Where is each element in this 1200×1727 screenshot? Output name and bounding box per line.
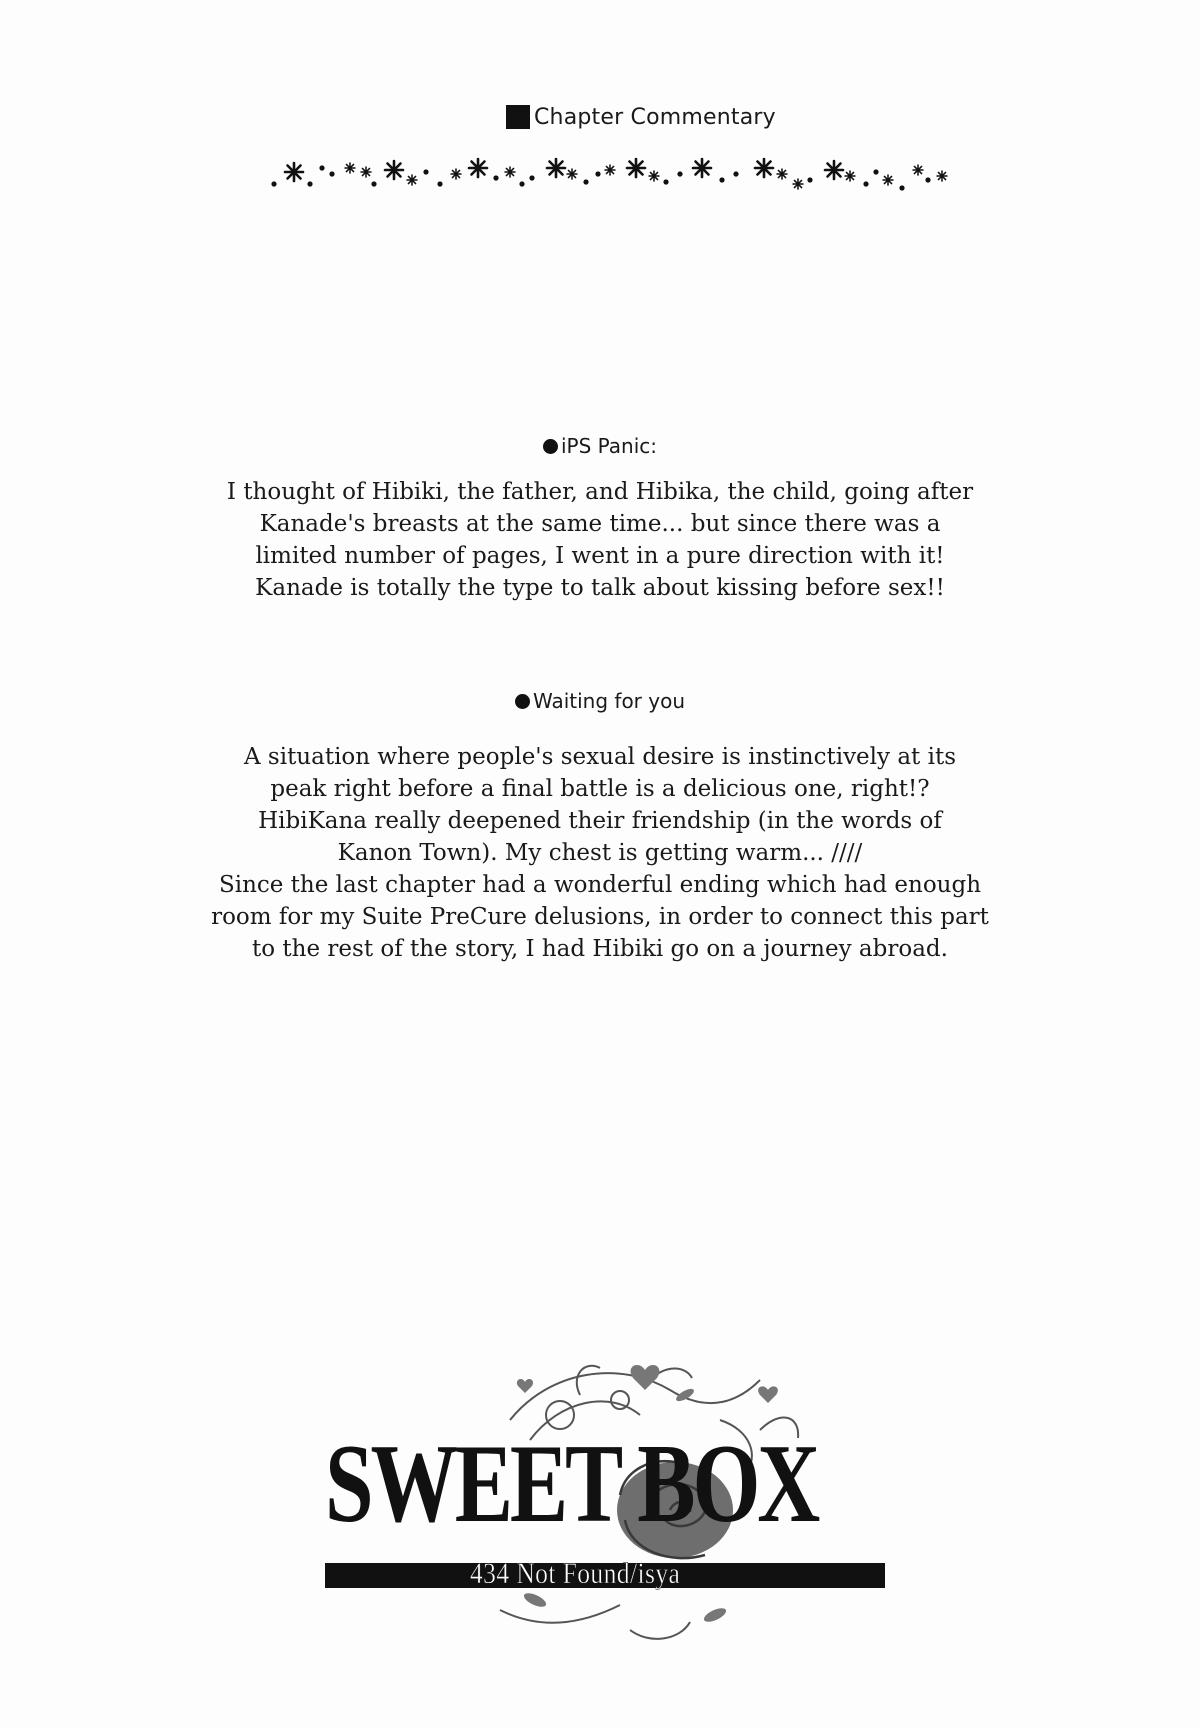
section-title-ips-panic bbox=[0, 434, 1200, 458]
body-line: A situation where people's sexual desire is instinctively at its bbox=[243, 744, 956, 770]
section-title-waiting-for-you bbox=[0, 689, 1200, 713]
logo-wordmark: SWEET BOX bbox=[325, 1422, 818, 1546]
body-line: I thought of Hibiki, the father, and Hibika, the child, going after bbox=[226, 479, 974, 505]
body-line: Kanade is totally the type to talk about kissing before sex!! bbox=[255, 575, 945, 601]
body-line: HibiKana really deepened their friendship (in the words of bbox=[258, 808, 942, 834]
body-line: Kanade's breasts at the same time... but since there was a bbox=[259, 511, 941, 537]
body-line: Since the last chapter had a wonderful ending which had enough bbox=[218, 872, 982, 898]
body-line: peak right before a final battle is a delicious one, right!? bbox=[270, 776, 930, 802]
body-line: limited number of pages, I went in a pure direction with it! bbox=[255, 543, 945, 569]
black-square-icon bbox=[506, 105, 530, 129]
page-header bbox=[506, 102, 776, 132]
section-body-ips-panic bbox=[150, 476, 1050, 604]
section-title-text: iPS Panic: bbox=[560, 434, 658, 458]
body-line: Kanon Town). My chest is getting warm... //// bbox=[337, 840, 863, 866]
asterisk-ornament-divider bbox=[270, 150, 950, 200]
section-body-waiting-for-you bbox=[150, 741, 1050, 965]
section-title-text: Waiting for you bbox=[532, 689, 686, 713]
body-line: to the rest of the story, I had Hibiki go on a journey abroad. bbox=[252, 936, 948, 962]
black-dot-icon bbox=[515, 694, 530, 709]
logo-subtitle: 434 Not Found/isya bbox=[470, 1557, 681, 1590]
page-title: Chapter Commentary bbox=[534, 104, 776, 130]
body-line: room for my Suite PreCure delusions, in order to connect this part bbox=[211, 904, 989, 930]
black-dot-icon bbox=[543, 439, 558, 454]
